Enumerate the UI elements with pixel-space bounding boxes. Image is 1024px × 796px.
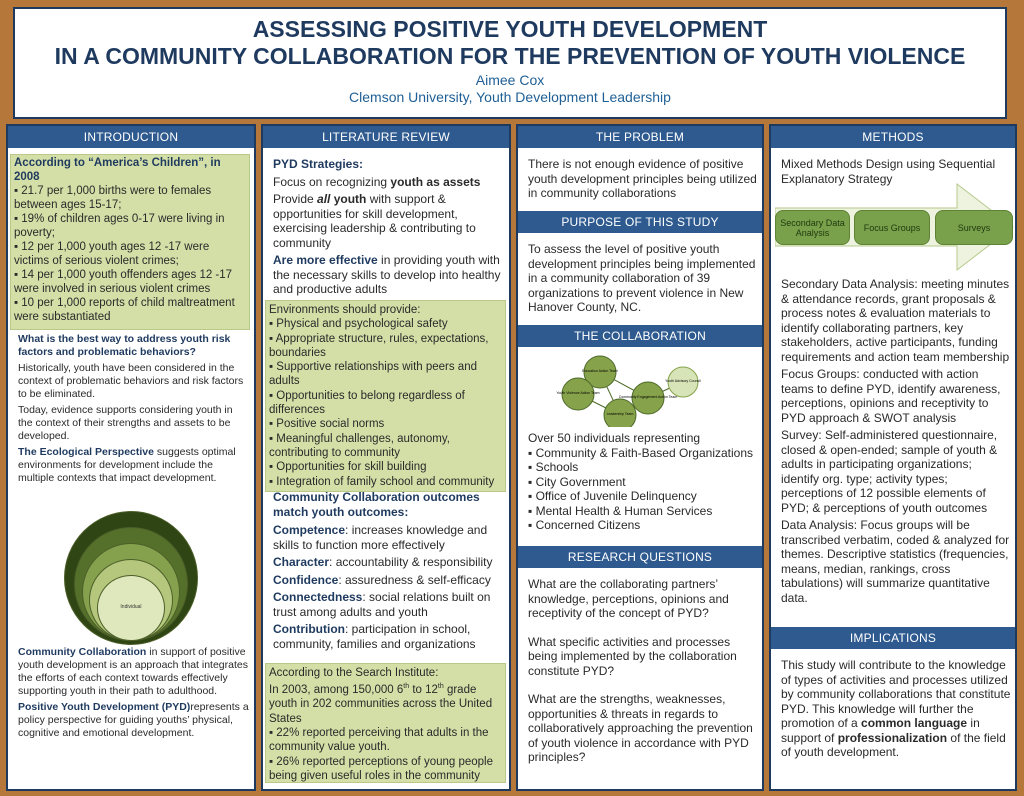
- data-analysis-text: Data Analysis: Focus groups will be transcribed verbatim, coded & analyzed for themes. Descriptive statistics (frequencies, means, median, rankings, cross tabulations) will summarize quantitative data.: [781, 518, 1010, 605]
- environment-item: ▪ Supportive relationships with peers and adults: [269, 361, 477, 388]
- statistic-item: ▪ 19% of children ages 0-17 were living in poverty;: [14, 213, 225, 239]
- introduction-column: [6, 124, 256, 791]
- problem-heading: THE PROBLEM: [518, 126, 762, 148]
- provide-text: Provide: [273, 192, 318, 206]
- implications-heading: IMPLICATIONS: [771, 627, 1015, 649]
- effective-rest: in providing youth with the necessary skills to develop into healthy and productive adults: [273, 253, 501, 296]
- outcome-desc: : participation in school, community, families and organizations: [273, 622, 476, 651]
- focus-bold: youth as assets: [390, 174, 481, 189]
- pyd-term: Positive Youth Development (PYD): [18, 701, 191, 713]
- provide-rest: with support & opportunities for skill development, exercising leadership & contributing to community: [273, 192, 476, 250]
- title-line-1: ASSESSING POSITIVE YOUTH DEVELOPMENT: [252, 16, 768, 42]
- statistics-title: According to “America’s Children”, in 2008: [14, 157, 221, 183]
- outcome-term: Confidence: [273, 572, 339, 587]
- introduction-heading: INTRODUCTION: [8, 126, 254, 148]
- provide-emphasis: all: [317, 192, 331, 206]
- intro-text: [18, 333, 250, 485]
- strategies-title: PYD Strategies:: [273, 157, 364, 171]
- title-line-2: IN A COMMUNITY COLLABORATION FOR THE PREVENTION OF YOUTH VIOLENCE: [54, 43, 966, 69]
- network-node-label: Youth Violence Action Team: [556, 391, 600, 395]
- secondary-analysis-text: Secondary Data Analysis: meeting minutes & attendance records, grant proposals & process notes & evaluation materials to identify collaborating partners, key stakeholders, active participants, funding requirements and action team membership: [781, 277, 1010, 364]
- purpose-text: To assess the level of positive youth development principles being implemented in a community collaboration of 39 organizations to prevent violence in New Hanover County, NC.: [528, 242, 756, 314]
- statistics-box: [10, 154, 250, 330]
- collaboration-item: ▪ Concerned Citizens: [528, 518, 641, 532]
- author: Aimee Cox: [475, 72, 545, 88]
- methods-column: [769, 124, 1017, 791]
- outcome-desc: : social relations built on trust among adults and youth: [273, 590, 491, 619]
- environment-item: ▪ Opportunities to belong regardless of differences: [269, 389, 465, 417]
- literature-column: [261, 124, 511, 791]
- research-question: What specific activities and processes being implemented by the collaboration constitute PYD?: [528, 634, 737, 678]
- statistic-item: ▪ 10 per 1,000 reports of child maltreatment were substantiated: [14, 297, 235, 323]
- intro-paragraph: Historically, youth have been considered in the context of problematic behaviors and risk factors to be eliminated.: [18, 362, 244, 400]
- outcome-term: Connectedness: [273, 590, 363, 604]
- outcome-term: Character: [273, 555, 330, 569]
- problem-text: There is not enough evidence of positive youth development principles being utilized in community collaborations: [528, 157, 757, 200]
- ecological-model-diagram: [64, 511, 198, 645]
- research-question: What are the strengths, weaknesses, opportunities & threats in regards to collaboratively approaching the prevention of youth violence in accordance with PYD principles?: [528, 692, 753, 764]
- environments-title: Environments should provide:: [269, 304, 421, 316]
- problem-column: [516, 124, 764, 791]
- ecological-term: The Ecological Perspective: [18, 446, 154, 458]
- provide-bold: youth: [330, 192, 367, 206]
- network-node-label: Leadership Team: [606, 412, 634, 416]
- collaboration-item: ▪ Schools: [528, 460, 579, 474]
- research-question: What are the collaborating partners’ knowledge, perceptions, opinions and receptivity of the concept of PYD?: [528, 577, 729, 620]
- literature-heading: LITERATURE REVIEW: [263, 126, 509, 148]
- methods-intro: Mixed Methods Design using Sequential Explanatory Strategy: [781, 157, 996, 186]
- focus-groups-text: Focus Groups: conducted with action teams to define PYD, identify awareness, perceptions, opinions and receptivity to PYD approach & SWOT analysis: [781, 367, 1001, 425]
- collaboration-heading: THE COLLABORATION: [518, 325, 762, 347]
- search-item: ▪ 26% reported perceptions of young people being given useful roles in the community: [269, 755, 494, 782]
- ecological-description: suggests optimal environments for development include the multiple contexts that impact development.: [18, 446, 236, 484]
- collaboration-network-diagram: [538, 352, 728, 427]
- outcomes-title: Community Collaboration outcomes match youth outcomes:: [273, 490, 480, 519]
- environments-box: [265, 300, 506, 492]
- environment-item: ▪ Integration of family school and community: [269, 475, 495, 488]
- statistic-item: ▪ 21.7 per 1,000 births were to females between ages 15-17;: [14, 185, 212, 211]
- outcome-term: Contribution: [273, 622, 345, 636]
- community-collab-description: in support of positive youth development is an approach that integrates the efforts of each context towards effectively supporting youth in their path to adulthood.: [18, 646, 248, 697]
- effective-bold: Are more effective: [273, 253, 378, 267]
- methods-details: [781, 277, 1013, 605]
- outcome-term: Competence: [273, 523, 346, 537]
- methods-heading: METHODS: [771, 126, 1015, 148]
- affiliation: Clemson University, Youth Development Leadership: [349, 89, 671, 105]
- environment-item: ▪ Appropriate structure, rules, expectations, boundaries: [269, 332, 489, 359]
- environment-item: ▪ Physical and psychological safety: [269, 318, 448, 331]
- collaboration-item: ▪ City Government: [528, 474, 626, 489]
- search-statement: In 2003, among 150,000 6th to 12th grade youth in 202 communities across the United States: [269, 683, 493, 725]
- outcome-desc: : increases knowledge and skills to function more effectively: [273, 523, 488, 552]
- purpose-heading: PURPOSE OF THIS STUDY: [518, 211, 762, 233]
- method-step: Surveys: [935, 210, 1013, 245]
- network-node-label: Education Action Team: [582, 369, 618, 373]
- statistic-item: ▪ 14 per 1,000 youth offenders ages 12 -17 were involved in serious violent crimes: [14, 269, 233, 295]
- search-institute-box: [265, 663, 506, 783]
- collaboration-list: [528, 431, 760, 533]
- method-step: Secondary Data Analysis: [775, 210, 850, 245]
- collaboration-item: ▪ Community & Faith-Based Organizations: [528, 445, 754, 460]
- method-step: Focus Groups: [854, 210, 930, 245]
- environment-item: ▪ Opportunities for skill building: [269, 461, 427, 474]
- statistic-item: ▪ 12 per 1,000 youth ages 12 -17 were victims of serious violent crimes;: [14, 241, 210, 267]
- environment-item: ▪ Meaningful challenges, autonomy, contributing to community: [269, 432, 450, 459]
- collaboration-item: ▪ Mental Health & Human Services: [528, 503, 713, 518]
- outcome-desc: : assuredness & self-efficacy: [338, 572, 491, 587]
- collaboration-item: ▪ Office of Juvenile Delinquency: [528, 489, 697, 503]
- research-questions-heading: RESEARCH QUESTIONS: [518, 546, 762, 568]
- implications-text: This study will contribute to the knowledge of types of activities and processes utilized by community collaborations that constitute PYD. This knowledge will further the promotion of a common language in support of professionalization of the field of youth development.: [781, 658, 1011, 759]
- community-collab-term: Community Collaboration: [18, 646, 147, 658]
- collaboration-intro: Over 50 individuals representing: [528, 431, 701, 445]
- network-node-label: Community Engagement Action Team: [618, 395, 678, 399]
- focus-text: Focus on recognizing: [273, 174, 391, 189]
- diagram-center-label: Individual: [120, 604, 142, 610]
- network-node-label: Youth Advisory Council: [665, 379, 701, 383]
- search-item: ▪ 22% reported perceiving that adults in the community value youth.: [269, 727, 489, 754]
- pyd-description: represents a policy perspective for guiding youths’ physical, cognitive and emotional development.: [18, 701, 249, 739]
- outcome-desc: : accountability & responsibility: [329, 555, 493, 569]
- statistics-list: [14, 184, 246, 324]
- search-title: According to the Search Institute:: [269, 667, 439, 679]
- key-question: What is the best way to address youth risk factors and problematic behaviors?: [18, 333, 231, 358]
- research-questions: [528, 577, 760, 765]
- environment-item: ▪ Positive social norms: [269, 418, 385, 431]
- intro-text-bottom: [18, 646, 250, 740]
- poster-title-box: [13, 7, 1007, 119]
- pyd-strategies: [273, 157, 505, 297]
- outcomes-section: [273, 490, 505, 651]
- intro-paragraph: Today, evidence supports considering youth in the context of their strengths and assets to be developed.: [18, 404, 233, 442]
- survey-text: Survey: Self-administered questionnaire, closed & open-ended; sample of youth & adults in participating organizations; identify org. type; activity types; perceptions of 12 possible elements of PYD; & perceptions of youth outcomes: [781, 428, 998, 515]
